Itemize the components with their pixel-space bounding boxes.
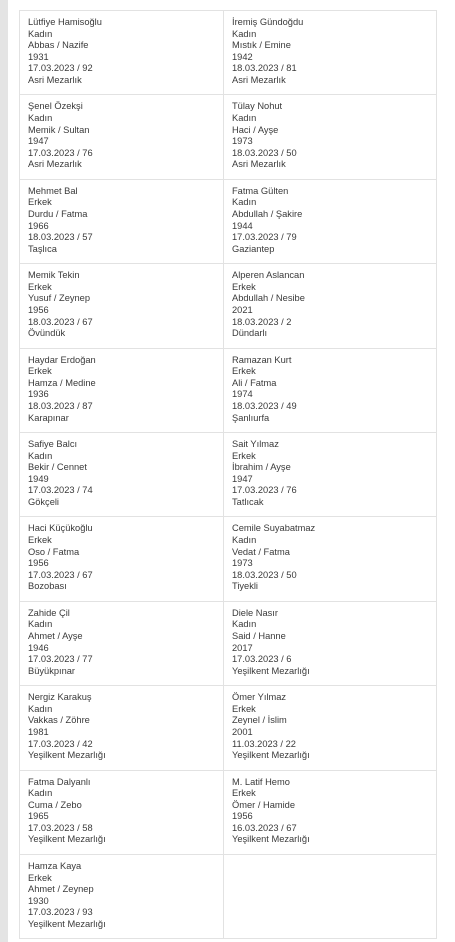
empty-cell bbox=[224, 855, 437, 939]
record-parents: Ömer / Hamide bbox=[232, 799, 296, 810]
record-birth-year: 2021 bbox=[232, 304, 253, 315]
record-parents: Cuma / Zebo bbox=[28, 799, 82, 810]
record-gender: Erkek bbox=[28, 281, 52, 292]
record-cell bbox=[224, 180, 437, 264]
record-date-age: 16.03.2023 / 67 bbox=[232, 822, 297, 833]
record-name: Haci Küçükoğlu bbox=[28, 523, 93, 534]
record-gender: Kadın bbox=[232, 619, 257, 630]
record-cemetery: Asri Mezarlık bbox=[28, 74, 82, 85]
record-date-age: 17.03.2023 / 77 bbox=[28, 654, 93, 665]
record-name: Mehmet Bal bbox=[28, 185, 78, 196]
record-date-age: 18.03.2023 / 49 bbox=[232, 400, 297, 411]
record-cell bbox=[20, 433, 224, 517]
record-cemetery: Asri Mezarlık bbox=[232, 159, 286, 170]
record-name: Şenel Özekşi bbox=[28, 101, 83, 112]
record-gender: Kadın bbox=[232, 197, 257, 208]
record-parents: Durdu / Fatma bbox=[28, 208, 88, 219]
record-date-age: 18.03.2023 / 2 bbox=[232, 316, 292, 327]
record-parents: Bekir / Cennet bbox=[28, 462, 87, 473]
record-cell bbox=[224, 95, 437, 179]
record-cell bbox=[20, 602, 224, 686]
record-cemetery: Taşlıca bbox=[28, 243, 57, 254]
record-cell bbox=[224, 349, 437, 433]
record-birth-year: 1956 bbox=[232, 811, 253, 822]
record-date-age: 18.03.2023 / 50 bbox=[232, 147, 297, 158]
record-date-age: 17.03.2023 / 6 bbox=[232, 654, 292, 665]
record-gender: Erkek bbox=[232, 366, 256, 377]
record-gender: Erkek bbox=[28, 197, 52, 208]
record-parents: Zeynel / İslim bbox=[232, 715, 287, 726]
record-gender: Erkek bbox=[28, 534, 52, 545]
record-name: Cemile Suyabatmaz bbox=[232, 523, 316, 534]
record-parents: Memik / Sultan bbox=[28, 124, 90, 135]
record-birth-year: 1942 bbox=[232, 51, 253, 62]
record-date-age: 17.03.2023 / 67 bbox=[28, 569, 93, 580]
record-gender: Erkek bbox=[232, 281, 256, 292]
record-date-age: 17.03.2023 / 42 bbox=[28, 738, 93, 749]
record-name: Alperen Aslancan bbox=[232, 270, 305, 281]
record-name: Sait Yılmaz bbox=[232, 438, 279, 449]
record-name: Hamza Kaya bbox=[28, 860, 82, 871]
record-gender: Erkek bbox=[232, 703, 256, 714]
record-cemetery: Yeşilkent Mezarlığı bbox=[28, 834, 106, 845]
record-cell bbox=[224, 517, 437, 601]
record-date-age: 17.03.2023 / 92 bbox=[28, 63, 93, 74]
record-gender: Kadın bbox=[28, 112, 53, 123]
record-cemetery: Asri Mezarlık bbox=[232, 74, 286, 85]
record-parents: Ali / Fatma bbox=[232, 377, 277, 388]
record-parents: Oso / Fatma bbox=[28, 546, 80, 557]
record-parents: Haci / Ayşe bbox=[232, 124, 279, 135]
record-cemetery: Yeşilkent Mezarlığı bbox=[232, 834, 310, 845]
record-date-age: 17.03.2023 / 74 bbox=[28, 485, 93, 496]
record-birth-year: 1981 bbox=[28, 726, 49, 737]
record-parents: Mıstık / Emine bbox=[232, 40, 291, 51]
record-cemetery: Şanlıurfa bbox=[232, 412, 270, 423]
record-name: Lütfiye Hamisoğlu bbox=[28, 17, 102, 27]
record-parents: Abdullah / Şakire bbox=[232, 208, 303, 219]
record-parents: İbrahim / Ayşe bbox=[232, 462, 291, 473]
record-cemetery: Tatlıcak bbox=[232, 496, 264, 507]
record-name: İremiş Gündoğdu bbox=[232, 17, 304, 27]
record-date-age: 17.03.2023 / 76 bbox=[232, 485, 297, 496]
record-name: Nergiz Karakuş bbox=[28, 692, 92, 703]
record-parents: Vakkas / Zöhre bbox=[28, 715, 90, 726]
record-birth-year: 1930 bbox=[28, 895, 49, 906]
record-cemetery: Bozobası bbox=[28, 581, 67, 592]
record-cemetery: Karapınar bbox=[28, 412, 69, 423]
record-birth-year: 1931 bbox=[28, 51, 49, 62]
record-cemetery: Övündük bbox=[28, 328, 66, 339]
record-cell bbox=[20, 180, 224, 264]
record-cell bbox=[20, 264, 224, 348]
record-name: Diele Nasır bbox=[232, 607, 278, 618]
record-cemetery: Yeşilkent Mezarlığı bbox=[28, 918, 106, 929]
record-birth-year: 2017 bbox=[232, 642, 253, 653]
record-cemetery: Yeşilkent Mezarlığı bbox=[28, 750, 106, 761]
record-birth-year: 1956 bbox=[28, 304, 49, 315]
record-cell bbox=[20, 517, 224, 601]
record-date-age: 18.03.2023 / 81 bbox=[232, 63, 297, 74]
record-gender: Kadın bbox=[28, 703, 53, 714]
record-date-age: 11.03.2023 / 22 bbox=[232, 738, 296, 749]
record-name: Ömer Yılmaz bbox=[232, 692, 287, 703]
record-cemetery: Asri Mezarlık bbox=[28, 159, 82, 170]
record-gender: Erkek bbox=[232, 450, 256, 461]
record-date-age: 17.03.2023 / 93 bbox=[28, 907, 93, 918]
record-cell bbox=[224, 264, 437, 348]
record-date-age: 18.03.2023 / 67 bbox=[28, 316, 93, 327]
record-name: M. Latif Hemo bbox=[232, 776, 290, 787]
record-date-age: 17.03.2023 / 58 bbox=[28, 822, 93, 833]
record-birth-year: 1944 bbox=[232, 220, 253, 231]
record-cell bbox=[224, 11, 437, 95]
record-gender: Kadın bbox=[28, 619, 53, 630]
record-birth-year: 1936 bbox=[28, 389, 49, 400]
record-birth-year: 1965 bbox=[28, 811, 49, 822]
record-birth-year: 1947 bbox=[232, 473, 253, 484]
record-birth-year: 2001 bbox=[232, 726, 253, 737]
records-table bbox=[19, 10, 437, 939]
record-name: Ramazan Kurt bbox=[232, 354, 292, 365]
record-gender: Erkek bbox=[28, 872, 52, 883]
page-left-edge bbox=[0, 0, 8, 942]
record-date-age: 18.03.2023 / 50 bbox=[232, 569, 297, 580]
record-parents: Abbas / Nazife bbox=[28, 40, 89, 51]
record-parents: Vedat / Fatma bbox=[232, 546, 290, 557]
record-cell bbox=[224, 686, 437, 770]
record-cell bbox=[20, 771, 224, 855]
record-gender: Kadın bbox=[232, 534, 257, 545]
record-cemetery: Yeşilkent Mezarlığı bbox=[232, 665, 310, 676]
record-gender: Kadın bbox=[232, 28, 257, 39]
record-gender: Kadın bbox=[28, 788, 53, 799]
record-birth-year: 1947 bbox=[28, 136, 49, 147]
record-cell bbox=[224, 771, 437, 855]
record-cemetery: Tiyekli bbox=[232, 581, 258, 592]
record-birth-year: 1973 bbox=[232, 136, 253, 147]
record-name: Fatma Dalyanlı bbox=[28, 776, 91, 787]
record-parents: Abdullah / Nesibe bbox=[232, 293, 305, 304]
record-birth-year: 1956 bbox=[28, 558, 49, 569]
record-parents: Ahmet / Zeynep bbox=[28, 884, 94, 895]
record-birth-year: 1974 bbox=[232, 389, 253, 400]
record-cemetery: Dündarlı bbox=[232, 328, 268, 339]
record-cemetery: Gökçeli bbox=[28, 496, 60, 507]
record-birth-year: 1966 bbox=[28, 220, 49, 231]
record-birth-year: 1946 bbox=[28, 642, 49, 653]
record-cell bbox=[20, 855, 224, 939]
record-birth-year: 1973 bbox=[232, 558, 253, 569]
record-gender: Kadın bbox=[28, 28, 53, 39]
record-name: Haydar Erdoğan bbox=[28, 354, 96, 365]
record-parents: Said / Hanne bbox=[232, 630, 286, 641]
record-date-age: 18.03.2023 / 87 bbox=[28, 400, 93, 411]
record-name: Memik Tekin bbox=[28, 270, 80, 281]
record-gender: Erkek bbox=[28, 366, 52, 377]
record-name: Fatma Gülten bbox=[232, 185, 289, 196]
record-parents: Hamza / Medine bbox=[28, 377, 96, 388]
record-cell bbox=[20, 349, 224, 433]
record-date-age: 17.03.2023 / 79 bbox=[232, 232, 297, 243]
record-gender: Erkek bbox=[232, 788, 256, 799]
record-gender: Kadın bbox=[232, 112, 257, 123]
record-birth-year: 1949 bbox=[28, 473, 49, 484]
record-cell bbox=[20, 11, 224, 95]
record-cemetery: Büyükpınar bbox=[28, 665, 76, 676]
record-cell bbox=[224, 433, 437, 517]
record-cemetery: Gaziantep bbox=[232, 243, 275, 254]
record-cell bbox=[20, 95, 224, 179]
record-cemetery: Yeşilkent Mezarlığı bbox=[232, 750, 310, 761]
record-gender: Kadın bbox=[28, 450, 53, 461]
record-parents: Yusuf / Zeynep bbox=[28, 293, 91, 304]
record-date-age: 18.03.2023 / 57 bbox=[28, 232, 93, 243]
record-parents: Ahmet / Ayşe bbox=[28, 630, 83, 641]
record-cell bbox=[20, 686, 224, 770]
record-date-age: 17.03.2023 / 76 bbox=[28, 147, 93, 158]
record-name: Safiye Balcı bbox=[28, 438, 78, 449]
record-name: Tülay Nohut bbox=[232, 101, 283, 112]
record-name: Zahide Çil bbox=[28, 607, 70, 618]
record-cell bbox=[224, 602, 437, 686]
